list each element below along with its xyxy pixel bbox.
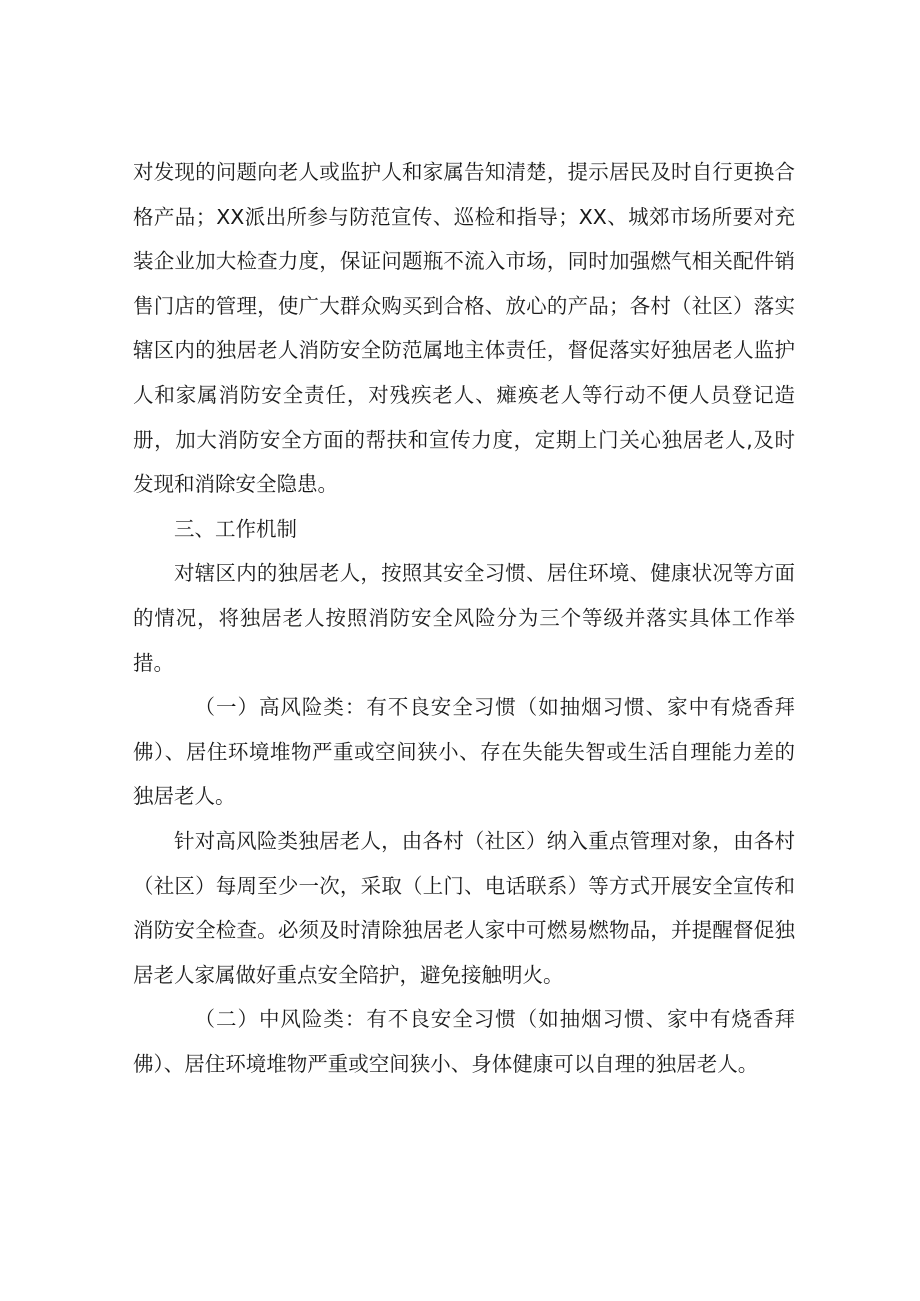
paragraph-high-risk-measures: 针对高风险类独居老人，由各村（社区）纳入重点管理对象，由各村（社区）每周至少一次，采取（上门、电话联系）等方式开展安全宣传和消防安全检查。必须及时清除独居老人家中可燃易燃物品，并提醒督促独居老人家属做好重点安全陪护，避免接触明火。 xyxy=(133,828,795,987)
paragraph-high-risk-definition: （一）高风险类：有不良安全习惯（如抽烟习惯、家中有烧香拜佛）、居住环境堆物严重或空间狭小、存在失能失智或生活自理能力差的独居老人。 xyxy=(133,695,795,809)
paragraph-responsibilities: 对发现的问题向老人或监护人和家属告知清楚，提示居民及时自行更换合格产品；XX派出所参与防范宣传、巡检和指导；XX、城郊市场所要对充装企业加大检查力度，保证问题瓶不流入市场，同时加强燃气相关配件销售门店的管理，使广大群众购买到合格、放心的产品；各村（社区）落实辖区内的独居老人消防安全防范属地主体责任，督促落实好独居老人监护人和家属消防安全责任，对残疾老人、瘫痪老人等行动不便人员登记造册，加大消防安全方面的帮扶和宣传力度，定期上门关心独居老人,及时发现和消除安全隐患。 xyxy=(133,160,795,497)
document-body xyxy=(133,150,795,1086)
paragraph-medium-risk-definition: （二）中风险类：有不良安全习惯（如抽烟习惯、家中有烧香拜佛）、居住环境堆物严重或空间狭小、身体健康可以自理的独居老人。 xyxy=(133,1007,795,1076)
section-heading-work-mechanism: 三、工作机制 xyxy=(174,516,297,541)
paragraph-risk-levels-intro: 对辖区内的独居老人，按照其安全习惯、居住环境、健康状况等方面的情况，将独居老人按照消防安全风险分为三个等级并落实具体工作举措。 xyxy=(133,561,795,675)
